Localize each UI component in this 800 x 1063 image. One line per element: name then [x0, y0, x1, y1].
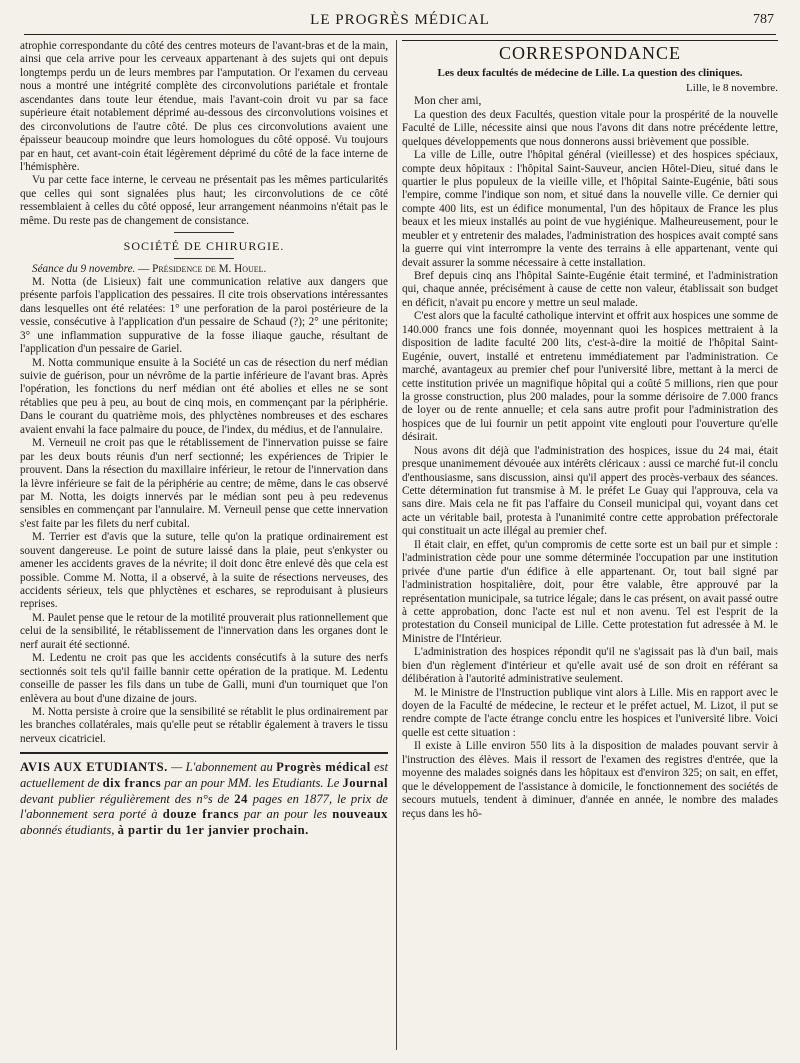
letter-salutation: Mon cher ami,: [414, 94, 482, 107]
letter-paragraph: Nous avons dit déjà que l'administration des hospices, issue du 24 mai, était presque unanimement dévouée aux intérêts cléricaux : aussi ce marché fut-il conclu d'enthousiasme, sans discussion, ainsi qu'il appert des procès-verbaux des séances. Cette détermination fut transmise à M. le préfet Le Guay qui l'approuva, cela va sans dire. Mais cela ne fit pas l'affaire du Conseil municipal qui, voyant dans cet acte un véritable bail, protesta à l'unanimité contre cette approbation préfectorale qui constituait un acte illégal au premier chef.: [402, 444, 778, 538]
letter-paragraph: La ville de Lille, outre l'hôpital général (vieillesse) et des hospices spéciaux, compte deux hôpitaux : l'hôpital Saint-Sauveur, ancien Hôtel-Dieu, situé dans le quartier le plus populeux de la vieille ville, et l'hôpital Sainte-Eugénie, bâti sous l'empire, comme l'indique son nom, et situé dans la nouvelle ville. Ce dernier qui compte 400 lits, est un édifice monumental, l'un des hôpitaux de France les plus beaux et les mieux installés au point de vue hygiénique. Malheureusement, pour le meubler et y entretenir des malades, l'administration des hospices avait compté sans la guerre qui vint interrompre la vente des terrains à elle appartenant, vente qui devait assurer la somme nécessaire à cette installation.: [402, 149, 778, 269]
avis-text: — L'abonnement au: [167, 760, 277, 775]
chir-paragraph: M. Ledentu ne croit pas que les accidents consécutifs à la suture des nerfs sectionnés soit tels qu'il faille bannir cette opération de la pratique. M. Ledentu conseille de passer les fils dans un tube de Galli, muni d'un tourniquet que l'on enlèvera au bout d'une dizaine de jours.: [20, 652, 388, 705]
avis-bold: douze francs: [162, 807, 239, 822]
avis-text: par an pour MM. les Etudiants. Le: [161, 776, 343, 790]
journal-title: LE PROGRÈS MÉDICAL: [310, 12, 490, 28]
chir-paragraph: M. Notta (de Lisieux) fait une communication relative aux dangers que présente parfois l'application des pessaires. Il cite trois observations intéressantes dans lesquelles ont été relatées: 1° une perforation de la paroi postérieure de la vessie, consécutive à l'application d'un pessaire de Schaud (?); 2° une péritonite; 3° une inflammation suppurative de la fosse iliaque gauche, résultant de l'application d'un pessaire de Gariel.: [20, 275, 388, 356]
avis-head: AVIS AUX ETUDIANTS.: [20, 760, 168, 775]
letter-paragraph: M. le Ministre de l'Instruction publique vint alors à Lille. Mis en rapport avec le doyen de la Faculté de médecine, le recteur et le préfet actuel, M. Lizot, il put se rendre compte de l'acte étrange conclu entre les hospices et l'université libre. Voici quelle est cette situation :: [402, 686, 778, 739]
letter-paragraph: Il existe à Lille environ 550 lits à la disposition de malades pouvant servir à l'instruction des élèves. Mais il ressort de l'examen des registres d'entrée, que la moyenne des malades soignés dans les hôpitaux est d'environ 325; on sait, en effet, que le développement de l'assistance à domicile, le fonctionnement des sociétés de secours mutuels, tendent à diminuer, d'année en année, le nombre des malades reçus dans les hô-: [402, 740, 778, 820]
correspondance-title: CORRESPONDANCE: [402, 40, 778, 65]
avis-bold: Journal: [342, 776, 388, 790]
avis-bold: 24: [234, 791, 248, 806]
chir-paragraph: M. Paulet pense que le retour de la motilité prouverait plus rationnellement que celui de la sensibilité, le rétablissement de l'innervation dans les organes dont le nerf aurait été sectionné.: [20, 611, 388, 651]
article-paragraph: Vu par cette face interne, le cerveau ne présentait pas les mêmes particularités que celles qui sont signalées plus haut; les circonvolutions de ce côté ressemblaient à celles du côté opposé, leur arrangement néanmoins n'était pas le même. Du reste pas de changement de consistance.: [20, 174, 388, 227]
letter-paragraph: Bref depuis cinq ans l'hôpital Sainte-Eugénie était terminé, et l'administration qui, chaque année, précisément à cause de cette non valeur, établissait son budget en déficit, n'avait pu encore y mettre un seul malade.: [402, 270, 778, 309]
left-column: [20, 40, 388, 839]
section-divider: [174, 232, 234, 233]
letter-paragraph: C'est alors que la faculté catholique intervint et offrit aux hospices une somme de 140.000 francs une fois donnée, moyennant quoi les hospices mettraient à la disposition de ladite faculté 200 lits, c'est-à-dire la moitié de l'hôpital Saint-Eugénie, ouvert, installé et entretenu immédiatement par l'administration. Ce marché, avantageux au premier chef pour l'université libre, mettant à la merci de cette institution privée un magnifique hôpital qui a coûté 5 millions, rien que pour la grosse construction, plus 200 malades, pour la somme dérisoire de 7.000 francs de loyer ou de rente annuelle; et cela sans autre profit pour l'administration des hospices que de lui fournir un petit appoint vite englouti pour l'ouverture qu'elle désirait.: [402, 310, 778, 444]
seance-date: Séance du 9 novembre.: [32, 262, 136, 275]
letter-paragraph: L'administration des hospices répondit qu'il ne s'agissait pas là d'un bail, mais bien d'un règlement d'intérieur et qu'elle avait usé de son droit en référant sa délibération à l'autorité administrative seulement.: [402, 646, 778, 686]
avis-bold: à partir du 1er janvier prochain.: [117, 823, 309, 838]
chir-paragraph: M. Notta persiste à croire que la sensibilité se rétablit le plus ordinairement par les branches collatérales, mais qu'elle peut se rétablir également à travers le tissu nerveux cicatriciel.: [20, 705, 388, 745]
avis-text: par an pour les: [238, 807, 333, 822]
chir-paragraph: M. Terrier est d'avis que la suture, telle qu'on la pratique ordinairement est souvent dangereuse. Le point de suture laissé dans la plaie, peut s'enkyster ou amener les accidents graves de la névrite; il doit donc être enlevé dès que cela est possible. Comme M. Notta, il a observé, à la suite de résections nerveuses, des accidents sérieux, tels que phlyctènes et eschares, se reproduisant à plusieurs reprises.: [20, 531, 388, 611]
page-number: 787: [753, 12, 774, 27]
avis-bold: nouveaux: [332, 807, 388, 822]
right-column: [402, 40, 778, 821]
avis-bold: dix francs: [102, 776, 162, 790]
avis-bold: Progrès médical: [276, 760, 371, 775]
chir-paragraph: M. Notta communique ensuite à la Société un cas de résection du nerf médian suivie de guérison, pour un névrôme de la partie inférieure de l'avant bras. Après l'opération, les fonctions du nerf médian ont été abolies et elles ne se sont rétablies que peu à peu, au bout de cinq mois, en commençant par la périphérie. Dans le courant du quatrième mois, des phlyctènes nombreuses et des eschares avaient envahi la face palmaire du pouce, de l'index, du médius, et de l'annulaire.: [20, 356, 388, 436]
correspondance-subtitle: Les deux facultés de médecine de Lille. La question des cliniques.: [437, 66, 743, 79]
avis-text: devant publier régulièrement des n°s de: [20, 791, 235, 806]
letter-paragraph: Il était clair, en effet, qu'un compromis de cette sorte est un bail pur et simple : l'administration cède pour une somme déterminée l'occupation par une institution privée d'une partie d'un édifice à elle appartenant. Or, tout bail signé par l'administration hospitalière, doit, pour être valable, être approuvé par la représentation municipale, sa tutrice légale; dans le cas présent, on avait passé outre à cette approbation, donc l'acte est nul et non avenu. Tel est l'esprit de la protestation du Conseil municipal de Lille. Cette protestation fut adressée à M. le Ministre de l'Intérieur.: [402, 538, 778, 645]
letter-paragraph: La question des deux Facultés, question vitale pour la prospérité de la nouvelle Faculté de Lille, nécessite ainsi que nous l'avons dit dans notre précédente lettre, quelques développements que nous donnerons aussi brièvement que possible.: [402, 108, 778, 148]
avis-text: abonnés étudiants,: [20, 823, 118, 838]
avis-etudiants: [20, 760, 388, 839]
article-continuation: atrophie correspondante du côté des centres moteurs de l'avant-bras et de la main, ainsi que cela arrive pour les cerveaux appartenant à des sujets qui ont depuis longtemps perdu un de leurs membres par l'amputation. Or l'examen du cerveau nous a montré une intégrité complète des circonvolutions pariétale et frontale ascendantes dans toute leur étendue, mais l'avant-coin droit vu par sa face supérieure était notablement déprimé au-dessous des circonvolutions voisines et des circonvolutions de l'autre côté. De plus ces circonvolutions avaient une épaisseur beaucoup moindre que leurs homologues du côté opposé. Vu toujours par en haut, cet avant-coin était légèrement déprimé du côté de la face interne de l'hémisphère.: [20, 40, 388, 173]
avis-text: est actuellement de: [20, 760, 389, 790]
column-divider: [396, 40, 397, 1050]
letter-date: Lille, le 8 novembre.: [686, 81, 778, 94]
page-header: [24, 8, 776, 35]
societe-title: SOCIÉTÉ DE CHIRURGIE.: [123, 239, 285, 254]
chir-paragraph: M. Verneuil ne croit pas que le rétablissement de l'innervation puisse se faire par les deux bouts réunis d'un nerf sectionné; les expériences de Tripier le prouvent. Dans la résection du maxillaire inférieur, le retour de l'innervation dans la lèvre inférieure se fait de la périphérie au centre; de même, dans le cas observé par M. Notta, les doigts innervés par le médian sont peu à peu redevenus sensibles en commençant par l'annulaire. M. Verneuil pense que cette innervation s'est faite par les filets du nerf cubital.: [20, 437, 388, 530]
avis-text: pages en 1877, le prix de l'abonnement sera porté à: [20, 791, 388, 822]
seance-presidence: — Présidence de M. Houel.: [138, 262, 267, 275]
seance-line: [20, 263, 388, 276]
section-divider: [174, 258, 234, 259]
avis-divider: [20, 752, 388, 754]
